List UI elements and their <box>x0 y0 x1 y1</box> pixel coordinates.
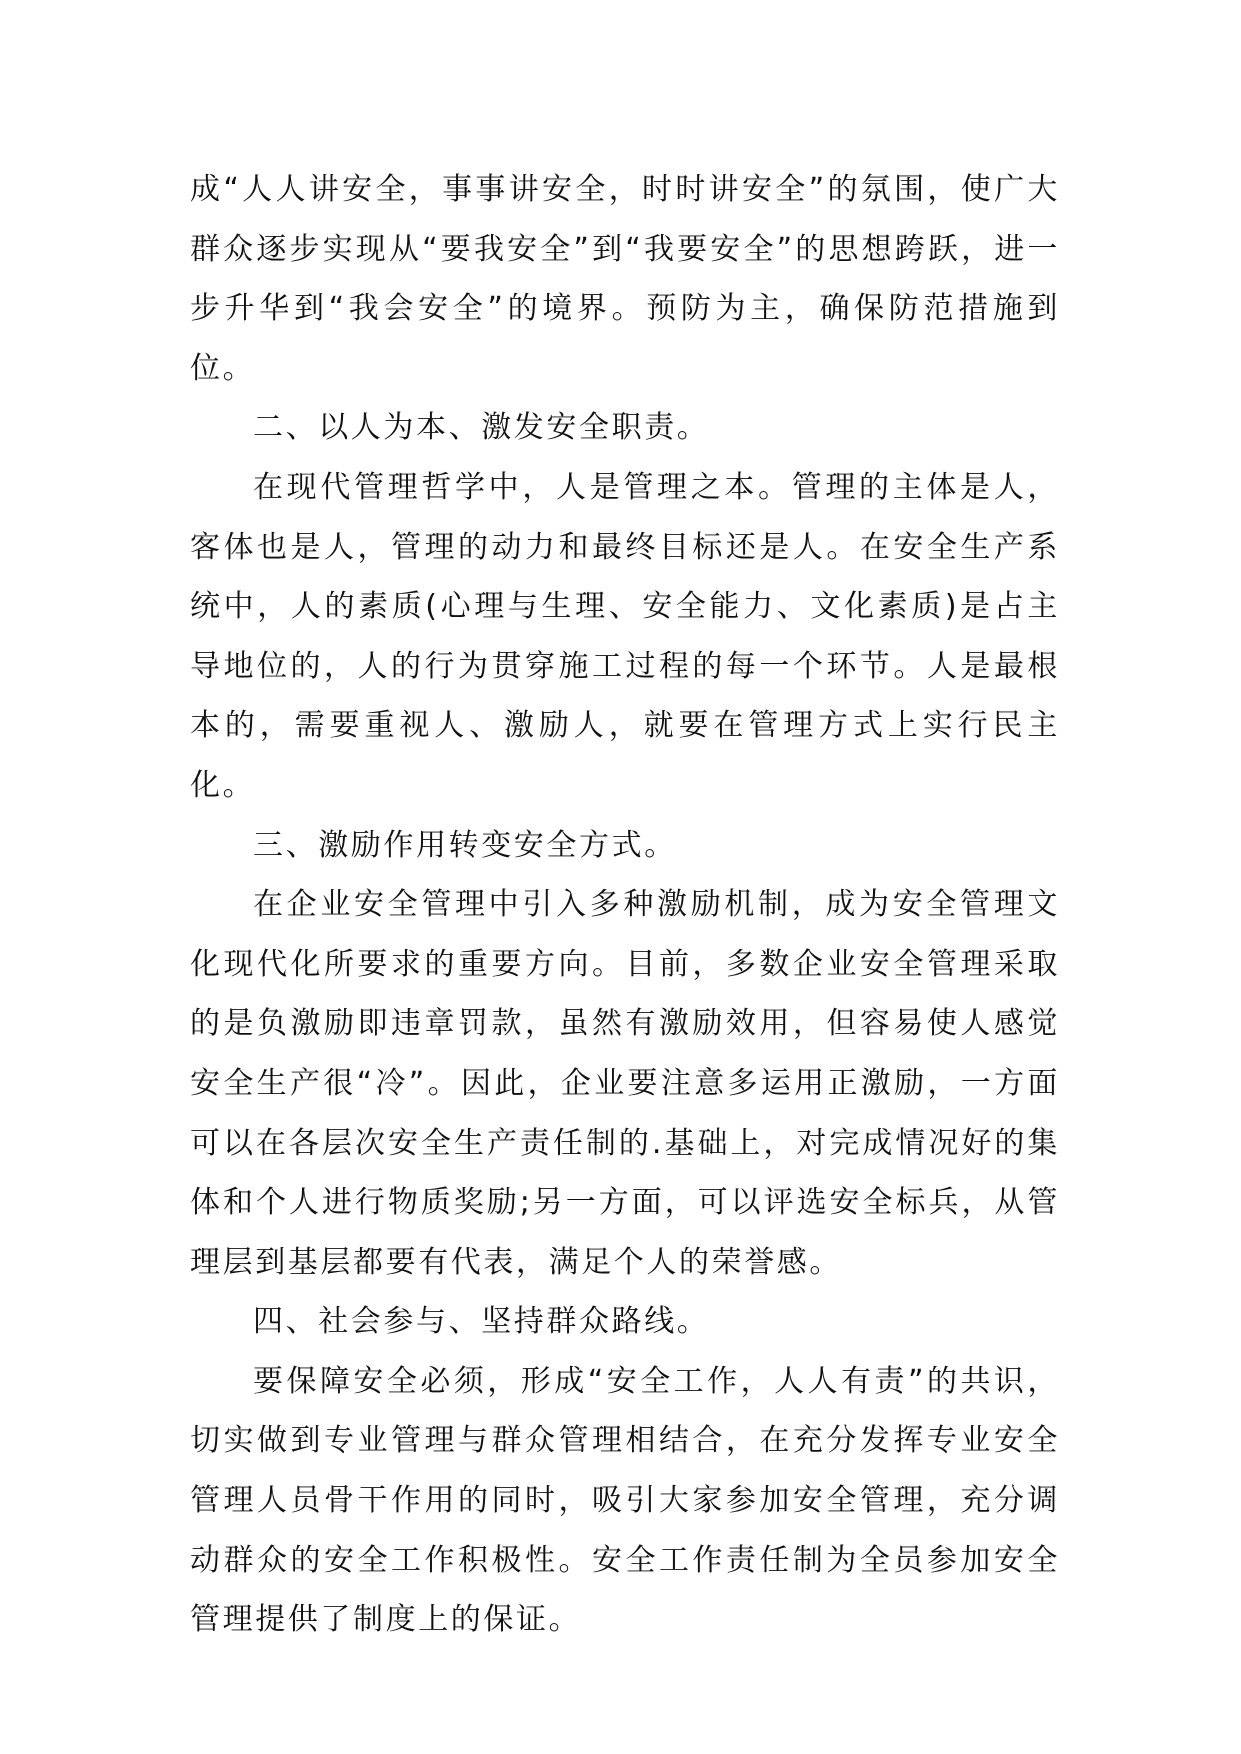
document-body <box>190 160 1060 1650</box>
paragraph-section-4: 要保障安全必须，形成“安全工作，人人有责”的共识，切实做到专业管理与群众管理相结合，在充分发挥专业安全管理人员骨干作用的同时，吸引大家参加安全管理，充分调动群众的安全工作积极性。安全工作责任制为全员参加安全管理提供了制度上的保证。 <box>190 1363 1060 1638</box>
heading-section-2: 二、以人为本、激发安全职责。 <box>253 410 710 446</box>
heading-section-3: 三、激励作用转变安全方式。 <box>253 827 677 863</box>
paragraph-section-2: 在现代管理哲学中，人是管理之本。管理的主体是人，客体也是人，管理的动力和最终目标还是人。在安全生产系统中，人的素质(心理与生理、安全能力、文化素质)是占主导地位的，人的行为贯穿施工过程的每一个环节。人是最根本的，需要重视人、激励人，就要在管理方式上实行民主化。 <box>190 469 1060 803</box>
paragraph-section-3: 在企业安全管理中引入多种激励机制，成为安全管理文化现代化所要求的重要方向。目前，多数企业安全管理采取的是负激励即违章罚款，虽然有激励效用，但容易使人感觉安全生产很“冷”。因此，企业要注意多运用正激励，一方面可以在各层次安全生产责任制的.基础上，对完成情况好的集体和个人进行物质奖励;另一方面，可以评选安全标兵，从管理层到基层都要有代表，满足个人的荣誉感。 <box>190 887 1060 1280</box>
paragraph-continuation: 成“人人讲安全，事事讲安全，时时讲安全”的氛围，使广大群众逐步实现从“要我安全”到“我要安全”的思想跨跃，进一步升华到“我会安全”的境界。预防为主，确保防范措施到位。 <box>190 172 1060 386</box>
heading-section-4: 四、社会参与、坚持群众路线。 <box>253 1304 710 1340</box>
